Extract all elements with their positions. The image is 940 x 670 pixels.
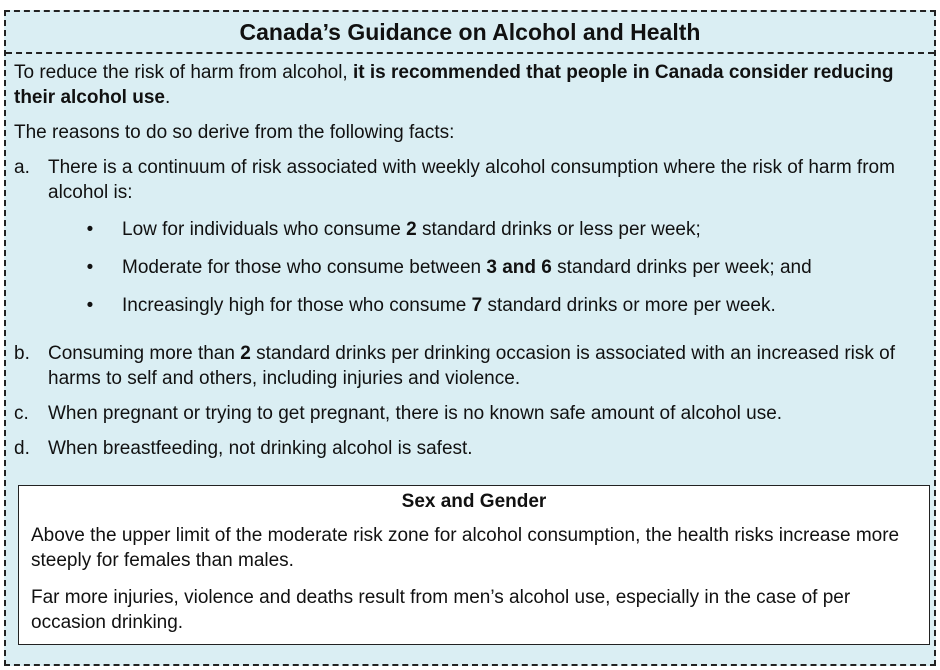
- page-title: Canada’s Guidance on Alcohol and Health: [6, 12, 934, 54]
- sex-gender-paragraph-2: Far more injuries, violence and deaths result from men’s alcohol use, especially in the case of per occasion drinking.: [31, 587, 851, 633]
- fact-text: There is a continuum of risk associated with weekly alcohol consumption where the risk of harm from alcohol is:: [48, 157, 895, 203]
- fact-item-c: [14, 401, 926, 426]
- fact-item-b: [14, 341, 926, 391]
- fact-text: When pregnant or trying to get pregnant, there is no known safe amount of alcohol use.: [48, 403, 783, 424]
- fact-item-d: [14, 436, 926, 461]
- bullet-icon: •: [86, 295, 94, 316]
- sex-gender-box: [18, 485, 930, 645]
- guidance-box: [4, 10, 936, 666]
- bullet-item-moderate: • Moderate for those who consume between 3 and 6 standard drinks per week; and: [48, 255, 926, 280]
- intro-paragraph: To reduce the risk of harm from alcohol, it is recommended that people in Canada consider reducing their alcohol use.: [14, 62, 894, 108]
- facts-list: [14, 155, 926, 461]
- fact-marker: c.: [14, 403, 29, 424]
- guidance-content: [6, 54, 934, 461]
- intro-recommendation: it is recommended that people in Canada consider reducing their alcohol use: [14, 62, 894, 108]
- fact-text: Consuming more than 2 standard drinks per drinking occasion is associated with an increased risk of harms to self and others, including injuries and violence.: [48, 343, 896, 389]
- fact-text: When breastfeeding, not drinking alcohol is safest.: [48, 438, 473, 459]
- sex-gender-title: Sex and Gender: [401, 491, 547, 512]
- bullet-icon: •: [86, 257, 94, 278]
- sex-gender-paragraph-1: Above the upper limit of the moderate risk zone for alcohol consumption, the health risks increase more steeply for females than males.: [31, 525, 900, 571]
- bullet-icon: •: [86, 219, 94, 240]
- fact-marker: a.: [14, 157, 30, 178]
- fact-marker: b.: [14, 343, 30, 364]
- risk-bullets: [48, 217, 926, 318]
- fact-item-a: [14, 155, 926, 331]
- bullet-item-high: • Increasingly high for those who consume 7 standard drinks or more per week.: [48, 293, 926, 318]
- fact-marker: d.: [14, 438, 30, 459]
- bullet-item-low: • Low for individuals who consume 2 standard drinks or less per week;: [48, 217, 926, 242]
- reasons-intro: The reasons to do so derive from the following facts:: [14, 122, 455, 143]
